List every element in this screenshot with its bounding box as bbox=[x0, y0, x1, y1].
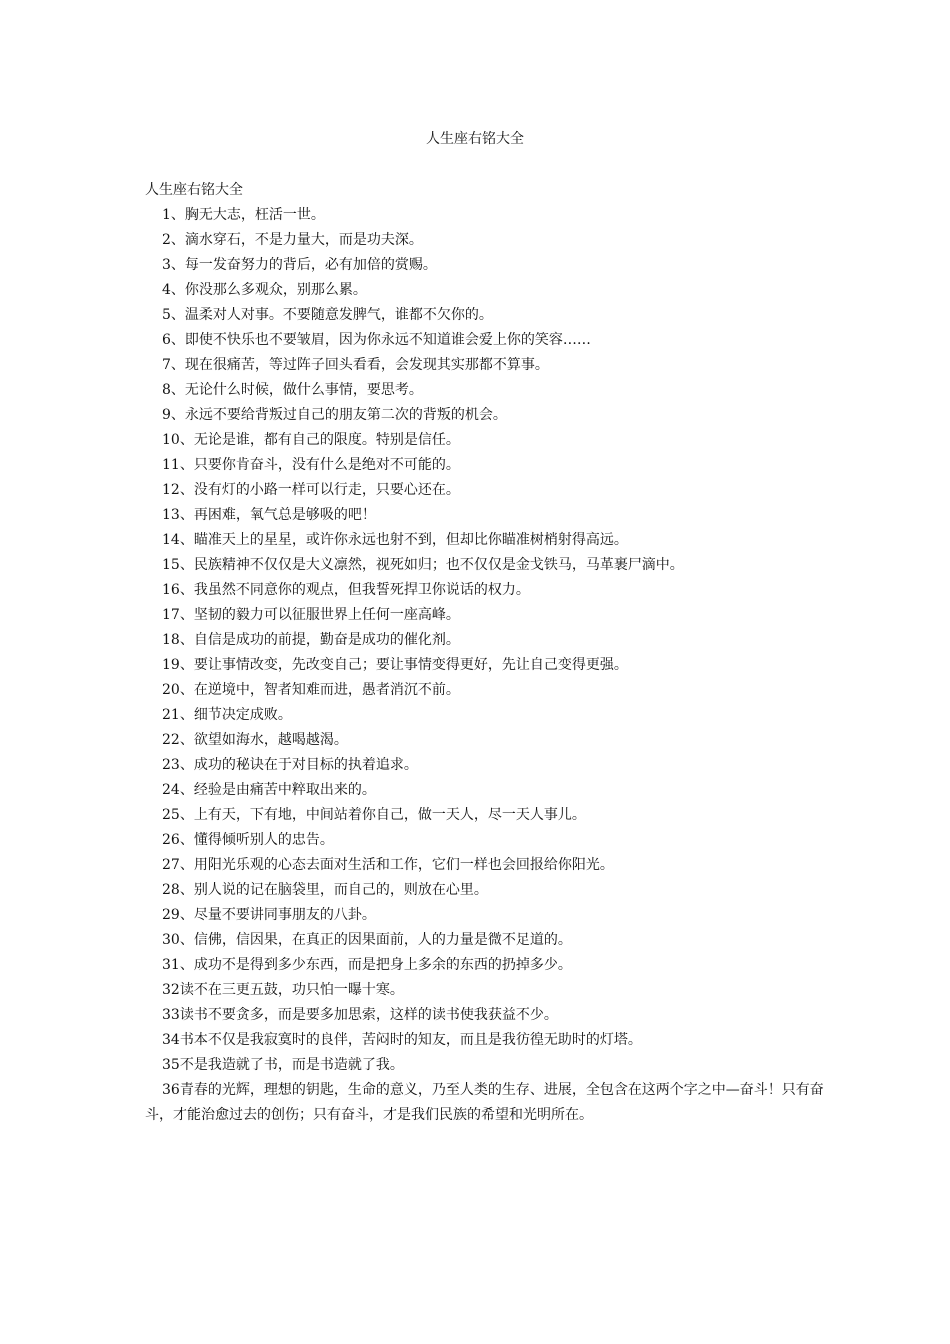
list-item: 6、即使不快乐也不要皱眉，因为你永远不知道谁会爱上你的笑容…… bbox=[162, 332, 591, 348]
list-item: 5、温柔对人对事。不要随意发脾气，谁都不欠你的。 bbox=[162, 307, 493, 323]
list-item: 34书本不仅是我寂寞时的良伴，苦闷时的知友，而且是我彷徨无助时的灯塔。 bbox=[162, 1032, 642, 1048]
list-item: 18、自信是成功的前提，勤奋是成功的催化剂。 bbox=[162, 632, 460, 648]
document-body bbox=[145, 178, 825, 1128]
list-item: 4、你没那么多观众，别那么累。 bbox=[162, 282, 367, 298]
list-item: 32读不在三更五鼓，功只怕一曝十寒。 bbox=[162, 982, 404, 998]
list-item: 20、在逆境中，智者知难而进，愚者消沉不前。 bbox=[162, 682, 460, 698]
list-item: 25、上有天，下有地，中间站着你自己，做一天人，尽一天人事儿。 bbox=[162, 807, 586, 823]
list-item: 3、每一发奋努力的背后，必有加倍的赏赐。 bbox=[162, 257, 437, 273]
list-item: 23、成功的秘诀在于对目标的执着追求。 bbox=[162, 757, 418, 773]
list-item: 19、要让事情改变，先改变自己；要让事情变得更好，先让自己变得更强。 bbox=[162, 657, 628, 673]
list-item: 28、别人说的记在脑袋里，而自己的，则放在心里。 bbox=[162, 882, 488, 898]
list-item: 2、滴水穿石，不是力量大，而是功夫深。 bbox=[162, 232, 423, 248]
section-heading: 人生座右铭大全 bbox=[145, 182, 243, 198]
list-item: 36青春的光辉，理想的钥匙，生命的意义，乃至人类的生存、进展，全包含在这两个字之中—奋斗！只有奋斗，才能治愈过去的创伤；只有奋斗，才是我们民族的希望和光明所在。 bbox=[145, 1082, 824, 1123]
list-item: 17、坚韧的毅力可以征服世界上任何一座高峰。 bbox=[162, 607, 460, 623]
list-item: 27、用阳光乐观的心态去面对生活和工作，它们一样也会回报给你阳光。 bbox=[162, 857, 614, 873]
list-item: 33读书不要贪多，而是要多加思索，这样的读书使我获益不少。 bbox=[162, 1007, 558, 1023]
list-item: 31、成功不是得到多少东西，而是把身上多余的东西的扔掉多少。 bbox=[162, 957, 572, 973]
motto-list bbox=[145, 203, 825, 1078]
list-item: 35不是我造就了书，而是书造就了我。 bbox=[162, 1057, 404, 1073]
list-item: 8、无论什么时候，做什么事情，要思考。 bbox=[162, 382, 423, 398]
list-item: 15、民族精神不仅仅是大义凛然，视死如归；也不仅仅是金戈铁马，马革裹尸滴中。 bbox=[162, 557, 684, 573]
list-item: 13、再困难，氧气总是够吸的吧！ bbox=[162, 507, 376, 523]
list-item: 21、细节决定成败。 bbox=[162, 707, 292, 723]
list-item: 29、尽量不要讲同事朋友的八卦。 bbox=[162, 907, 376, 923]
list-item: 7、现在很痛苦，等过阵子回头看看，会发现其实那都不算事。 bbox=[162, 357, 549, 373]
list-item: 9、永远不要给背叛过自己的朋友第二次的背叛的机会。 bbox=[162, 407, 507, 423]
list-item: 24、经验是由痛苦中粹取出来的。 bbox=[162, 782, 376, 798]
list-item: 14、瞄准天上的星星，或许你永远也射不到，但却比你瞄准树梢射得高远。 bbox=[162, 532, 628, 548]
list-item: 10、无论是谁，都有自己的限度。特别是信任。 bbox=[162, 432, 460, 448]
list-item: 12、没有灯的小路一样可以行走，只要心还在。 bbox=[162, 482, 460, 498]
list-item: 26、懂得倾听别人的忠告。 bbox=[162, 832, 334, 848]
list-item: 11、只要你肯奋斗，没有什么是绝对不可能的。 bbox=[162, 457, 460, 473]
document-title: 人生座右铭大全 bbox=[426, 131, 524, 147]
list-item: 30、信佛，信因果，在真正的因果面前，人的力量是微不足道的。 bbox=[162, 932, 572, 948]
list-item: 22、欲望如海水，越喝越渴。 bbox=[162, 732, 348, 748]
list-item: 1、胸无大志，枉活一世。 bbox=[162, 207, 325, 223]
list-item: 16、我虽然不同意你的观点，但我誓死捍卫你说话的权力。 bbox=[162, 582, 530, 598]
